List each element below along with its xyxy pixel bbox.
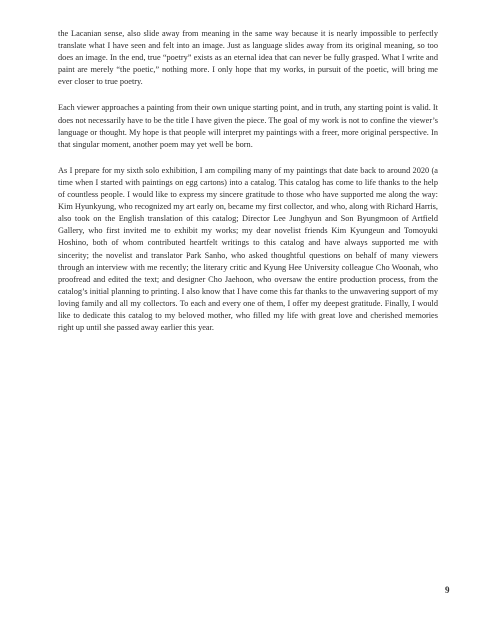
paragraph-3: As I prepare for my sixth solo exhibition, I am compiling many of my paintings that date back to around 2020 (a time when I started with paintings on egg cartons) into a catalog. This catalog has come to life thanks to the help of countless people. I would like to express my sincere gratitude to those who have supported me along the way: Kim Hyunkyung, who recognized my art early on, became my first collector, and who, along with Richard Harris, also took on the English translation of this catalog; Director Lee Junghyun and Son Byungmoon of Artfield Gallery, who first invited me to exhibit my works; my dear novelist friends Kim Kyungeun and Tomoyuki Hoshino, both of whom contributed heartfelt writings to this catalog and have always supported me with sincerity; the novelist and translator Park Sanho, who asked thoughtful questions on behalf of many viewers through an interview with me recently; the literary critic and Kyung Hee University colleague Cho Woonah, who proofread and edited the text; and designer Cho Jaehoon, who oversaw the entire production process, from the catalog’s initial planning to printing. I also know that I have come this far thanks to the unwavering support of my loving family and all my collectors. To each and every one of them, I offer my deepest gratitude. Finally, I would like to dedicate this catalog to my beloved mother, who filled my life with great love and cherished memories right up until she passed away earlier this year. [58, 165, 439, 333]
paragraph-2: Each viewer approaches a painting from their own unique starting point, and in truth, any starting point is valid. It does not necessarily have to be the title I have given the piece. The goal of my work is not to confine the viewer’s language or thought. My hope is that people will interpret my paintings with a freer, more original perspective. In that singular moment, another poem may yet well be born. [58, 103, 438, 149]
page-number: 9 [445, 585, 450, 595]
body-text [58, 28, 438, 348]
paragraph-1: the Lacanian sense, also slide away from meaning in the same way because it is nearly impossible to perfectly translate what I have seen and felt into an image. Just as language slides away from its original meaning, so too does an image. In the end, true “poetry” exists as an eternal idea that can never be fully grasped. What I write and paint are merely “the poetic,” nothing more. I only hope that my works, in pursuit of the poetic, will bring me ever closer to true poetry. [58, 29, 438, 87]
